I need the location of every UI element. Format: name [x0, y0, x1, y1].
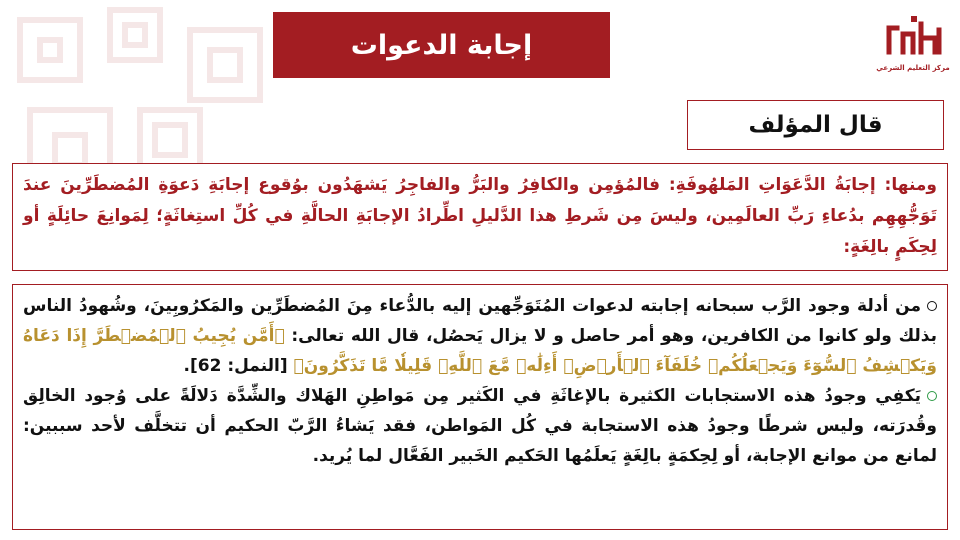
author-label: قال المؤلف — [748, 112, 883, 138]
explanation-box — [12, 284, 948, 530]
paragraph-2 — [23, 381, 937, 471]
logo-subtitle: مركز التعليم الشرعي — [876, 64, 950, 72]
verse-reference: [النمل: 62]. — [183, 356, 288, 376]
quran-verse: ﴿أَمَّن يُجِيبُ ٱلۡمُضۡطَرَّ إِذَا دَعَاهُ وَيَكۡشِفُ ٱلسُّوٓءَ وَيَجۡعَلُكُمۡ خُلَفَآءَ ٱلۡأَرۡضِۗ أَءِلَٰهٞ مَّعَ ٱللَّهِۚ قَلِيلٗا مَّا تَذَكَّرُونَ﴾ — [23, 326, 937, 376]
bullet-circle-icon — [927, 301, 937, 311]
bullet-circle-icon — [927, 391, 937, 401]
paragraph-2-text: يَكفِي وجودُ هذه الاستجابات الكثيرة بالإغاثَةِ في الكَثير مِن مَواطِنِ الهَلاك والشِّدَّة دَلالَةً على وُجود الخالِق وقُدرَته، وليس شرطًا وجودُ هذه الاستجابة في كُل المَواطن، فقد يَشاءُ الرَّبّ الحكيم أن تتخلَّف لأحد سببين: لمانع من موانع الإجابة، أو لِحِكمَةٍ بالِغَةٍ يَعلَمُها الحَكيم الخَبير الفَعَّال لما يُريد. — [23, 386, 937, 466]
page-title: إجابة الدعوات — [350, 29, 533, 61]
paragraph-1-text: من أدلة وجود الرَّب سبحانه إجابته لدعوات المُتَوَجِّهين إليه بالدُّعاء مِنَ المُضطَرِّين والمَكرُوبِينَ، وشُهودُ الناس بذلك ولو كانوا من الكافرين، وهو أمر حاصل و لا يزال يَحصُل، قال الله تعالى: — [23, 296, 937, 346]
quote-box — [12, 163, 948, 271]
logo-icon — [881, 14, 945, 58]
quote-text: ومنها: إجابَةُ الدَّعَوَاتِ المَلهُوفَةِ: فالمُؤمِن والكافِرُ والبَرُّ والفاجِرُ يَشهَدُون بوُقوع إجابَةِ دَعوَةِ المُضطَرِّينَ عندَ تَوَجُّهِهِم بدُعاءِ رَبِّ العالَمِين، وليسَ مِن شَرطِ هذا الدَّليلِ اطِّرادُ الإجابَةِ الحالَّةِ في كُلِّ استِغاثَةٍ؛ لِمَوانِعَ حائِلَةٍ أو لِحِكَمٍ بالِغَةٍ: — [23, 175, 937, 257]
title-bar — [273, 12, 610, 78]
paragraph-1 — [23, 291, 937, 381]
logo — [876, 14, 950, 80]
author-label-box — [687, 100, 944, 150]
